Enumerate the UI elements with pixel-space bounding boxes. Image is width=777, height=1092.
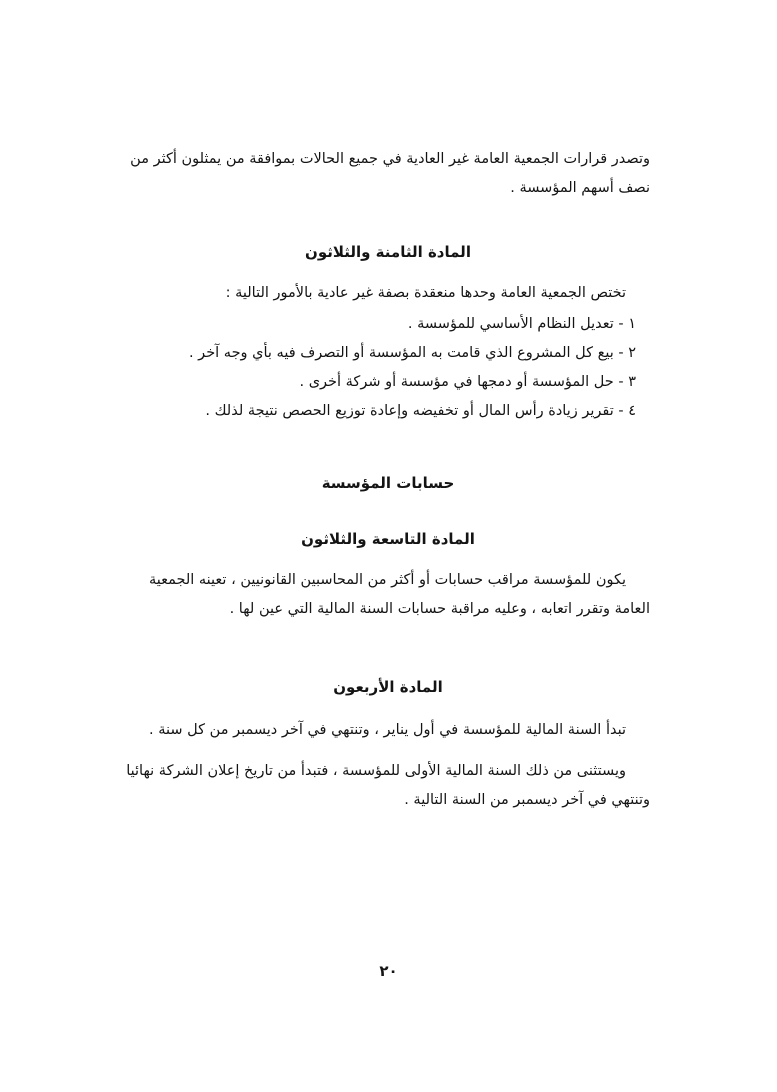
article-40-paragraph-2: ويستثنى من ذلك السنة المالية الأولى للمؤسسة ، فتبدأ من تاريخ إعلان الشركة نهائيا وتنتهي في آخر ديسمبر من السنة التالية .	[126, 763, 650, 808]
page-number: ٢٠	[379, 962, 398, 980]
accounts-section-heading: حسابات المؤسسة	[321, 474, 455, 492]
article-38-item-2: ٢ - بيع كل المشروع الذي قامت به المؤسسة أو التصرف فيه بأي وجه آخر .	[188, 345, 636, 361]
article-38-list	[126, 310, 650, 426]
article-38-item-4: ٤ - تقرير زيادة رأس المال أو تخفيضه وإعادة توزيع الحصص نتيجة لذلك .	[205, 403, 636, 419]
article-38-lead: تختص الجمعية العامة وحدها منعقدة بصفة غير عادية بالأمور التالية :	[225, 285, 626, 301]
article-38-item-3: ٣ - حل المؤسسة أو دمجها في مؤسسة أو شركة أخرى .	[299, 374, 636, 390]
article-39-title: المادة التاسعة والثلاثون	[301, 530, 475, 548]
article-39-body: يكون للمؤسسة مراقب حسابات أو أكثر من المحاسبين القانونيين ، تعينه الجمعية العامة وتقرر اتعابه ، وعليه مراقبة حسابات السنة المالية التي عين لها .	[148, 572, 650, 617]
article-40-title: المادة الأربعون	[333, 678, 443, 696]
article-40-paragraph-1: تبدأ السنة المالية للمؤسسة في أول يناير ، وتنتهي في آخر ديسمبر من كل سنة .	[149, 722, 626, 738]
article-38-item-1: ١ - تعديل النظام الأساسي للمؤسسة .	[407, 316, 636, 332]
article-38-title: المادة الثامنة والثلاثون	[305, 243, 471, 261]
intro-paragraph: وتصدر قرارات الجمعية العامة غير العادية في جميع الحالات بموافقة من يمثلون أكثر من نصف أسهم المؤسسة .	[130, 151, 650, 196]
document-content	[126, 145, 650, 815]
